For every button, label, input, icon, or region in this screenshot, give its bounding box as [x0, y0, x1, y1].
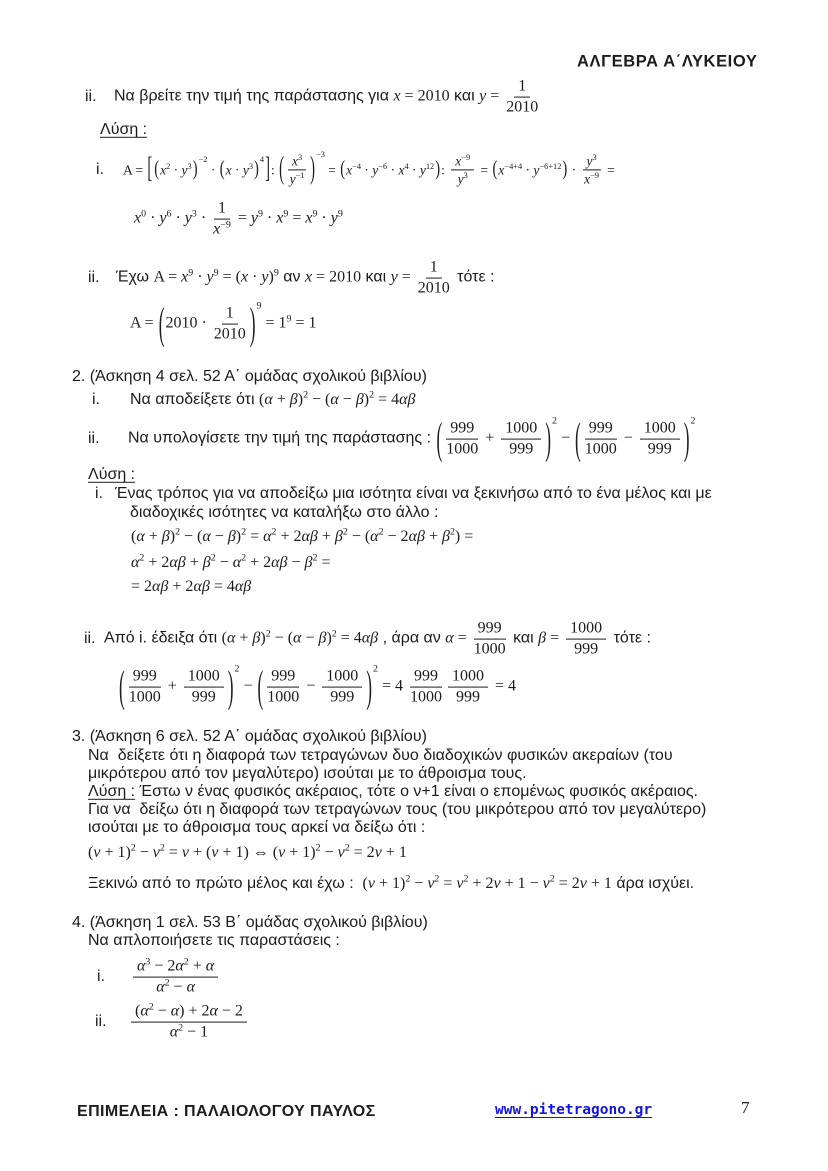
math-run: −: [619, 429, 637, 447]
math-run: = 4: [491, 677, 517, 695]
paren: ): [192, 157, 198, 182]
math-run: $(\alpha + \beta)^2 - (\alpha - \beta)^2 = 4\alpha\beta$: [259, 389, 416, 408]
paren-exponent: −2: [198, 155, 208, 165]
math-run: 1000: [128, 688, 161, 706]
math-run: $x^{-4+4} \cdot y^{-6+12}$: [498, 161, 562, 178]
sec3-solution-line1: [88, 783, 698, 801]
paren: ): [562, 157, 568, 182]
math-run: $x^{-9}$: [451, 153, 474, 170]
paren: (: [436, 413, 443, 464]
math-run: :: [270, 162, 279, 178]
sec2-sol-i-eq3: [131, 578, 251, 596]
text-run: ii.: [88, 268, 100, 286]
math-run: =: [324, 162, 340, 178]
math-run: 999: [129, 668, 161, 688]
sec4-i-expr: [130, 958, 221, 997]
text-run: i.: [96, 160, 104, 178]
math-run: 999: [509, 440, 534, 458]
math-run: x = 2010: [304, 268, 362, 286]
sec1-sol-i-label: [96, 161, 104, 179]
sec3-line1: [88, 747, 673, 765]
math-run: A =: [123, 162, 147, 178]
paren: (: [158, 298, 165, 349]
fraction: [585, 420, 617, 459]
sec3-eq1: [88, 844, 407, 862]
sec4-ii-expr: [128, 1003, 250, 1042]
sec1-sol-i-row2: [134, 200, 343, 239]
sec2-sol-i-line2: [130, 504, 438, 522]
math-run: = 4: [378, 677, 408, 695]
paren: ): [227, 661, 234, 712]
text-run: i.: [92, 390, 100, 408]
fraction: [566, 620, 606, 659]
sec2-sol-i-eq1: [131, 528, 473, 546]
text-run: ii.: [88, 429, 100, 447]
text-run: διαδοχικές ισότητες να καταλήξω στο άλλο :: [130, 503, 439, 521]
sec2-sol-i-line1: [115, 485, 712, 503]
text-run: Να υπολογίσετε την τιμή της παράστασης :: [128, 429, 436, 447]
sec1-sol-ii-result: [130, 298, 317, 349]
text-run: Έχω: [116, 268, 154, 286]
sec1-sol-ii-label: [88, 269, 100, 287]
paren: (: [119, 661, 125, 712]
math-run: 2010: [213, 325, 246, 343]
page-number: 7: [741, 1098, 750, 1117]
text-run: i.: [95, 484, 103, 502]
underlined-text: Λύση :: [100, 120, 148, 138]
fraction: [451, 153, 474, 186]
fraction: [213, 200, 231, 239]
text-run: και: [449, 87, 480, 105]
sec1-ii-prompt: [114, 78, 541, 117]
fraction: [129, 668, 161, 707]
fraction: [501, 420, 541, 459]
fraction: [288, 153, 306, 186]
fraction: [446, 420, 478, 459]
paren-exponent: −3: [315, 149, 325, 159]
math-run: +: [481, 429, 499, 447]
text-run: Να απλοποιήσετε τις παραστάσεις :: [88, 931, 340, 949]
text-run: 4. (Άσκηση 1 σελ. 53 Β΄ ομάδας σχολικού βιβλίου): [72, 913, 428, 931]
text-run: ii.: [95, 1012, 107, 1030]
math-run: 1000: [501, 420, 541, 440]
solution-heading-1: [100, 121, 147, 139]
math-run: 2010: [506, 98, 539, 116]
fraction: [131, 1003, 247, 1042]
fraction: [133, 958, 218, 997]
sec2-i: [130, 391, 415, 409]
math-run: 1: [514, 78, 530, 98]
paren: (: [279, 151, 284, 187]
math-run: $x^0 \cdot y^6 \cdot y^3$ ·: [134, 208, 211, 227]
paren: (: [257, 661, 264, 712]
sec3-line2: [88, 765, 527, 783]
text-run: Να βρείτε την τιμή της παράστασης για: [114, 87, 394, 105]
underlined-text: Λύση :: [88, 782, 136, 800]
sec4-ii-label: [95, 1013, 107, 1031]
math-run: 999: [585, 420, 617, 440]
math-run: $y^3$: [457, 171, 468, 187]
paren-exponent: 2: [690, 415, 696, 427]
math-run: ·: [568, 162, 580, 178]
paren-exponent: 2: [234, 663, 240, 675]
text-run: ii.: [85, 87, 97, 105]
math-run: 2010: [417, 279, 450, 297]
math-run: α =: [445, 629, 471, 647]
math-run: $(\nu + 1)^2 - \nu^2 = \nu + (\nu + 1)$ ⇔ $(\nu + 1)^2 - \nu^2 = 2\nu + 1$: [88, 842, 407, 861]
text-run: μικρότερου από τον μεγαλύτερο) ισούται με το άθροισμα τους.: [88, 764, 527, 782]
sec2-heading: [72, 368, 427, 386]
page-title: ΑΛΓΕΒΡΑ Α΄ΛΥΚΕΙΟΥ: [577, 52, 758, 71]
math-run: 1000: [184, 668, 224, 688]
text-run: Έστω ν ένας φυσικός ακέραιος, τότε ο ν+1 είναι ο επομένως φυσικός ακέραιος.: [135, 782, 698, 800]
math-run: 999: [456, 688, 481, 706]
math-run: $\alpha^2 - 1$: [169, 1022, 209, 1041]
math-run: $x^{-9}$: [213, 219, 231, 238]
math-run: =: [477, 162, 492, 178]
text-run: άρα ισχύει.: [611, 874, 695, 892]
math-run: $\alpha^3 - 2\alpha^2 + \alpha$: [133, 958, 218, 978]
math-run: =: [603, 162, 615, 178]
underlined-text: Λύση :: [88, 465, 136, 483]
fraction: [640, 420, 680, 459]
sec3-heading: [72, 728, 427, 746]
sec3-solution-line3: [88, 819, 425, 837]
math-run: 2010 ·: [165, 314, 211, 332]
text-run: Να δείξετε ότι η διαφορά των τετραγώνων δυο διαδοχικών φυσικών ακεραίων (του: [88, 746, 673, 764]
math-run: $\alpha^2 + 2\alpha\beta + \beta^2 - \alpha^2 + 2\alpha\beta - \beta^2$ =: [131, 552, 331, 571]
paren: ): [310, 151, 315, 187]
math-run: $x^2 \cdot y^3$: [160, 161, 192, 178]
math-run: −: [556, 429, 574, 447]
paren: (: [154, 157, 160, 182]
math-run: $A = x^9 \cdot y^9 = (x \cdot y)^9$: [153, 267, 279, 286]
fraction: [267, 668, 299, 707]
math-run: 999: [446, 420, 478, 440]
math-run: 1000: [584, 440, 617, 458]
paren: [: [147, 153, 153, 186]
math-run: 999: [574, 640, 599, 658]
sec4-heading: [72, 914, 428, 932]
fraction: [448, 668, 488, 707]
text-run: i.: [97, 967, 105, 985]
paren: (: [574, 413, 581, 464]
sec4-line1: [88, 932, 340, 950]
fraction: [583, 153, 601, 186]
math-run: $(\nu + 1)^2 - \nu^2 = \nu^2 + 2\nu + 1 - \nu^2 = 2\nu + 1$: [362, 873, 612, 892]
math-run: = $1^9 = 1$: [261, 313, 317, 332]
fraction: [214, 305, 246, 344]
math-run: 1000: [640, 420, 680, 440]
math-run: A =: [130, 314, 158, 332]
math-run: 1000: [322, 668, 362, 688]
fraction: [506, 78, 538, 117]
fraction: [474, 620, 506, 659]
math-run: :: [441, 162, 449, 178]
math-run: 1000: [448, 668, 488, 688]
paren: ): [249, 298, 256, 349]
sec2-sol-i-label: [95, 485, 103, 503]
math-run: 999: [191, 688, 216, 706]
text-run: Από i. έδειξα ότι: [104, 629, 222, 647]
paren-exponent: 9: [256, 300, 262, 312]
math-run: = 2αβ + 2αβ = 4αβ: [131, 577, 252, 595]
math-run: 1: [214, 200, 230, 220]
text-run: και: [361, 268, 391, 286]
math-run: $x^{-4} \cdot y^{-6} \cdot x^4 \cdot y^{12}$: [346, 161, 435, 178]
math-run: $x^{-9}$: [584, 171, 600, 187]
paren-exponent: 4: [259, 155, 265, 165]
sec3-eq2: [88, 875, 694, 893]
math-run: 999: [410, 668, 442, 688]
math-run: $(\alpha^2 - \alpha) + 2\alpha - 2$: [131, 1003, 247, 1023]
paren: ): [254, 157, 259, 182]
sec4-i-label: [97, 968, 105, 986]
paren: ): [435, 157, 441, 182]
text-run: 3. (Άσκηση 6 σελ. 52 Α΄ ομάδας σχολικού βιβλίου): [72, 727, 427, 745]
text-run: 2. (Άσκηση 4 σελ. 52 Α΄ ομάδας σχολικού βιβλίου): [72, 367, 427, 385]
sec2-sol-ii-row: [104, 620, 651, 659]
math-run: 1000: [473, 640, 506, 658]
sec1-ii-prompt-label: [85, 88, 97, 106]
math-run: −: [239, 677, 257, 695]
paren: ): [366, 661, 373, 712]
math-run: 999: [330, 688, 355, 706]
math-run: $y^{-1}$: [289, 171, 305, 187]
text-run: ii.: [84, 629, 96, 647]
fraction: [418, 259, 450, 298]
text-run: τότε :: [452, 268, 495, 286]
footer-link[interactable]: www.pitetragono.gr: [495, 1102, 653, 1118]
math-run: x = 2010: [393, 87, 450, 105]
sec2-ii: [128, 413, 696, 464]
sec1-sol-ii-row: [116, 259, 495, 298]
math-run: 1000: [410, 688, 443, 706]
sec2-sol-i-eq2: [131, 554, 331, 572]
paren-exponent: 2: [373, 663, 378, 675]
text-run: και: [508, 629, 539, 647]
solution-heading-2: [88, 466, 135, 484]
math-run: 1000: [267, 688, 300, 706]
fraction: [184, 668, 224, 707]
paren: (: [219, 157, 225, 182]
math-run: β =: [538, 629, 564, 647]
paren-exponent: 2: [551, 415, 557, 427]
math-run: 1: [222, 305, 238, 325]
math-run: 1: [426, 259, 442, 279]
text-run: Να αποδείξετε ότι: [130, 390, 259, 408]
math-run: 999: [267, 668, 299, 688]
math-run: $x \cdot y^3$: [225, 161, 254, 178]
fraction: [410, 668, 442, 707]
paren: ]: [265, 153, 270, 186]
text-run: Ξεκινώ από το πρώτο μέλος και έχω :: [88, 874, 363, 892]
math-run: 1000: [446, 440, 479, 458]
sec2-sol-ii-eq: [118, 661, 517, 712]
sec2-sol-ii-label: [84, 630, 96, 648]
sec3-solution-line2: [88, 801, 706, 819]
math-run: −: [302, 677, 320, 695]
text-run: τότε :: [609, 629, 651, 647]
math-run: $(\alpha + \beta)^2 - (\alpha - \beta)^2 = \alpha^2 + 2\alpha\beta + \beta^2 - (\alpha^2 - 2\alpha\beta + \beta^2)$ =: [131, 526, 474, 545]
paren: (: [340, 157, 346, 182]
math-run: 1000: [566, 620, 606, 640]
math-run: $x^3$: [288, 153, 306, 170]
text-run: , άρα αν: [378, 629, 446, 647]
math-run: $(\alpha + \beta)^2 - (\alpha - \beta)^2 = 4\alpha\beta$: [221, 628, 379, 647]
math-run: $\alpha^2 - \alpha$: [156, 977, 195, 996]
sec2-i-label: [92, 391, 100, 409]
math-run: +: [163, 677, 181, 695]
text-run: Ένας τρόπος για να αποδείξω μια ισότητα είναι να ξεκινήσω από το ένα μέλος και με: [115, 484, 712, 502]
math-run: $y^3$: [583, 153, 601, 170]
footer-credit: ΕΠΙΜΕΛΕΙΑ : ΠΑΛΑΙΟΛΟΓΟΥ ΠΑΥΛΟΣ: [77, 1103, 376, 1120]
text-run: αν: [278, 268, 305, 286]
text-run: Για να δείξω ότι η διαφορά των τετραγώνων τους (του μικρότερου από τον μεγαλύτερο): [88, 800, 707, 818]
math-run: = $y^9 \cdot x^9 = x^9 \cdot y^9$: [233, 208, 343, 227]
sec2-ii-label: [88, 430, 100, 448]
paren: ): [545, 413, 551, 464]
math-run: y =: [479, 87, 504, 105]
math-run: 999: [474, 620, 506, 640]
math-run: 999: [647, 440, 672, 458]
math-run: ·: [207, 162, 219, 178]
paren: (: [492, 157, 498, 182]
paren: ): [683, 413, 690, 464]
text-run: ισούται με το άθροισμα τους αρκεί να δείξω ότι :: [88, 818, 426, 836]
fraction: [322, 668, 362, 707]
sec1-sol-i-row1: [123, 149, 615, 187]
math-run: y =: [390, 268, 415, 286]
